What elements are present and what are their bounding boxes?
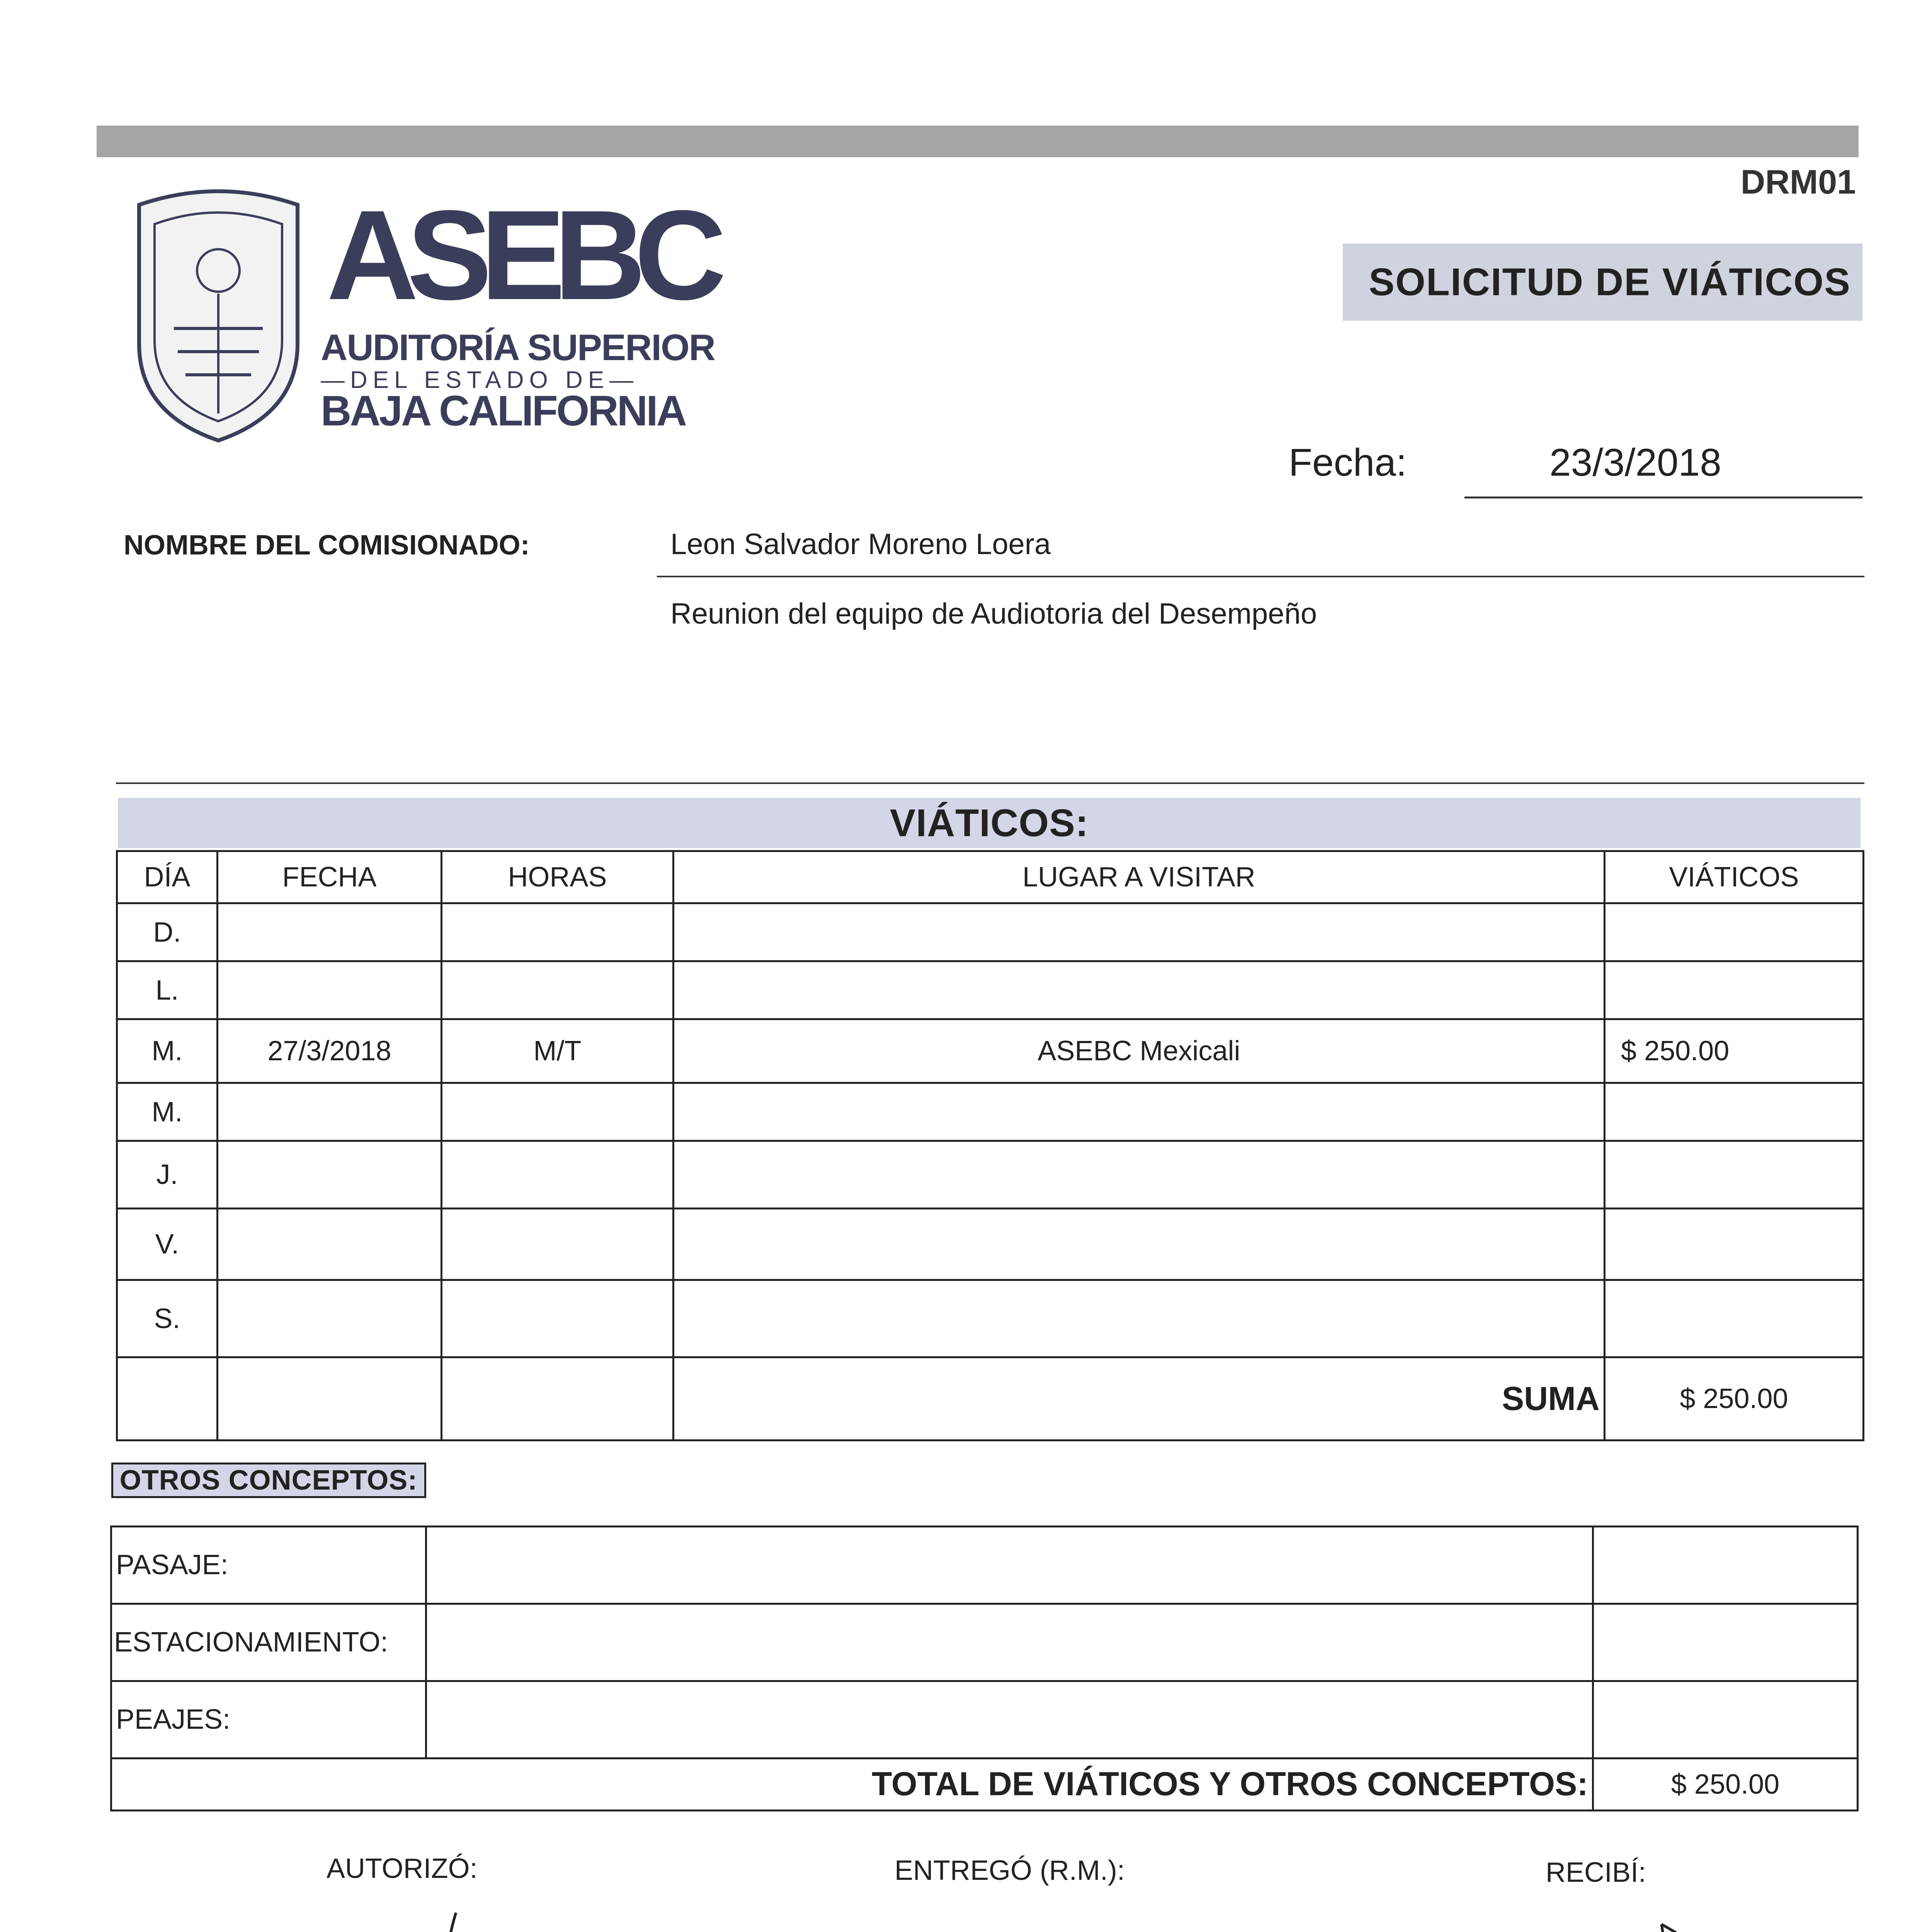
cell-monto[interactable] xyxy=(1605,1083,1864,1141)
form-code: DRM01 xyxy=(1740,163,1856,201)
nombre-value[interactable]: Leon Salvador Moreno Loera xyxy=(670,528,1051,561)
autorizo-label: AUTORIZÓ: xyxy=(327,1853,478,1884)
cell-horas[interactable] xyxy=(442,961,673,1019)
table-row xyxy=(117,903,1864,961)
entrego-label: ENTREGÓ (R.M.): xyxy=(895,1855,1125,1886)
nombre-label: NOMBRE DEL COMISIONADO: xyxy=(124,530,530,561)
cell-lugar[interactable] xyxy=(673,903,1605,961)
state-seal-icon xyxy=(128,182,309,444)
cell-lugar[interactable]: ASEBC Mexicali xyxy=(673,1019,1605,1083)
otros-label-estacionamiento: ESTACIONAMIENTO: xyxy=(111,1604,426,1681)
otros-label-pasaje: PASAJE: xyxy=(111,1526,426,1604)
cell-dia: S. xyxy=(117,1280,218,1357)
viaticos-table xyxy=(116,850,1864,1441)
logo-line-2: —DEL ESTADO DE— xyxy=(321,367,639,393)
recibi-label: RECIBÍ: xyxy=(1546,1857,1646,1888)
column-header-horas: HORAS xyxy=(442,851,673,903)
cell-fecha[interactable] xyxy=(218,1280,442,1357)
column-header-lugar: LUGAR A VISITAR xyxy=(673,851,1605,903)
cell-monto[interactable] xyxy=(1605,903,1864,961)
cell-fecha[interactable] xyxy=(218,1209,442,1280)
cell-horas[interactable] xyxy=(442,1083,673,1141)
cell-fecha[interactable] xyxy=(218,903,442,961)
cell-fecha[interactable] xyxy=(218,1141,442,1209)
motivo-value[interactable]: Reunion del equipo de Audiotoria del Desempeño xyxy=(670,597,1317,630)
form-title: SOLICITUD DE VIÁTICOS xyxy=(1369,260,1851,304)
otros-conceptos-table xyxy=(110,1463,1859,1811)
cell-dia: D. xyxy=(117,903,218,961)
total-row xyxy=(111,1758,1858,1810)
logo-acronym: ASEBC xyxy=(327,184,715,326)
cell-dia: V. xyxy=(117,1209,218,1280)
column-header-viaticos: VIÁTICOS xyxy=(1605,851,1864,903)
cell-horas[interactable]: M/T xyxy=(442,1019,673,1083)
form-title-box xyxy=(1343,243,1862,321)
cell-horas[interactable] xyxy=(442,1280,673,1357)
nombre-underline xyxy=(657,576,1864,577)
otros-value-peajes[interactable] xyxy=(1593,1681,1858,1758)
suma-row xyxy=(117,1357,1864,1440)
cell-lugar[interactable] xyxy=(673,1280,1605,1357)
cell-monto[interactable] xyxy=(1605,1209,1864,1280)
otros-heading: OTROS CONCEPTOS: xyxy=(111,1463,426,1498)
logo-line-3: BAJA CALIFORNIA xyxy=(321,387,686,435)
fecha-value[interactable]: 23/3/2018 xyxy=(1549,441,1721,484)
cell-monto[interactable]: $ 250.00 xyxy=(1605,1019,1864,1083)
cell-dia: J. xyxy=(117,1141,218,1209)
cell-monto[interactable] xyxy=(1605,1141,1864,1209)
table-row xyxy=(117,1141,1864,1209)
cell-fecha[interactable]: 27/3/2018 xyxy=(218,1019,442,1083)
total-value[interactable]: $ 250.00 xyxy=(1593,1758,1858,1810)
suma-label: SUMA xyxy=(673,1357,1605,1440)
cell-monto[interactable] xyxy=(1605,961,1864,1019)
table-header-row xyxy=(117,851,1864,903)
table-row xyxy=(117,961,1864,1019)
otros-value-estacionamiento[interactable] xyxy=(1593,1604,1858,1681)
otros-value-pasaje[interactable] xyxy=(1593,1526,1858,1604)
viaticos-heading: VIÁTICOS: xyxy=(118,798,1861,848)
otros-label-peajes: PEAJES: xyxy=(111,1681,426,1758)
table-row xyxy=(111,1681,1858,1758)
cell-horas[interactable] xyxy=(442,1209,673,1280)
cell-dia: M. xyxy=(117,1083,218,1141)
cell-lugar[interactable] xyxy=(673,961,1605,1019)
column-header-fecha: FECHA xyxy=(218,851,442,903)
separator-line xyxy=(116,782,1864,784)
cell-monto[interactable] xyxy=(1605,1280,1864,1357)
fecha-label: Fecha: xyxy=(1289,441,1407,484)
autorizo-signature xyxy=(294,1905,495,1932)
table-row xyxy=(117,1280,1864,1357)
cell-lugar[interactable] xyxy=(673,1083,1605,1141)
logo-line-1: AUDITORÍA SUPERIOR xyxy=(321,327,715,368)
cell-dia: L. xyxy=(117,961,218,1019)
total-label: TOTAL DE VIÁTICOS Y OTROS CONCEPTOS: xyxy=(111,1758,1593,1810)
fecha-underline xyxy=(1464,497,1862,498)
cell-fecha[interactable] xyxy=(218,961,442,1019)
table-row xyxy=(117,1019,1864,1083)
table-row xyxy=(111,1526,1858,1604)
cell-lugar[interactable] xyxy=(673,1141,1605,1209)
table-row xyxy=(117,1083,1864,1141)
recibi-signature xyxy=(1383,1917,1893,1932)
cell-horas[interactable] xyxy=(442,1141,673,1209)
table-row xyxy=(111,1604,1858,1681)
top-bar xyxy=(97,126,1859,157)
table-row xyxy=(117,1209,1864,1280)
suma-value[interactable]: $ 250.00 xyxy=(1605,1357,1864,1440)
cell-horas[interactable] xyxy=(442,903,673,961)
cell-dia: M. xyxy=(117,1019,218,1083)
cell-lugar[interactable] xyxy=(673,1209,1605,1280)
column-header-dia: DÍA xyxy=(117,851,218,903)
cell-fecha[interactable] xyxy=(218,1083,442,1141)
